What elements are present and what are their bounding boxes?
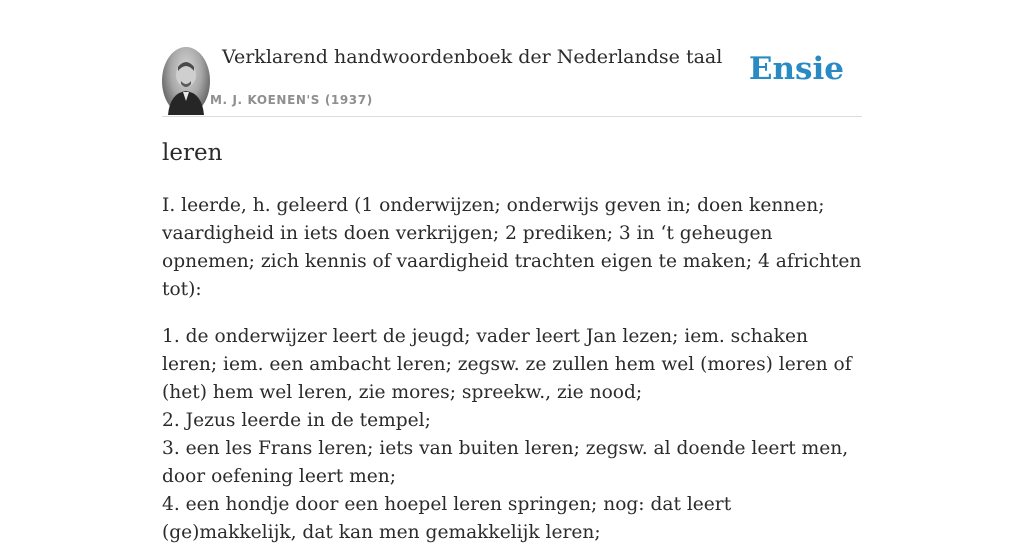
headword: leren bbox=[162, 140, 223, 166]
example-line: 1. de onderwijzer leert de jeugd; vader leert Jan lezen; iem. schaken leren; iem. een ambacht leren; zegsw. ze zullen hem wel (mores) leren of (het) hem wel leren, zie mores; spreekw., zie nood; bbox=[162, 326, 852, 403]
example-line: 4. een hondje door een hoepel leren springen; nog: dat leert (ge)makkelijk, dat kan men gemakkelijk leren; bbox=[162, 494, 732, 543]
entry-definition: I. leerde, h. geleerd (1 onderwijzen; onderwijs geven in; doen kennen; vaardigheid in iets doen verkrijgen; 2 prediken; 3 in ‘t geheugen opnemen; zich kennis of vaardigheid trachten eigen te maken; 4 africhten tot): bbox=[162, 195, 862, 300]
author-portrait-icon bbox=[162, 47, 210, 115]
entry-content bbox=[162, 192, 866, 547]
example-line: 2. Jezus leerde in de tempel; bbox=[162, 410, 431, 431]
brand-logo-link[interactable]: Ensie bbox=[748, 51, 844, 87]
dictionary-header bbox=[162, 46, 862, 117]
example-line: 3. een les Frans leren; iets van buiten leren; zegsw. al doende leert men, door oefening leert men; bbox=[162, 438, 849, 487]
book-title: Verklarend handwoordenboek der Nederlandse taal bbox=[222, 46, 723, 68]
book-author: M. J. KOENEN'S (1937) bbox=[210, 93, 373, 107]
